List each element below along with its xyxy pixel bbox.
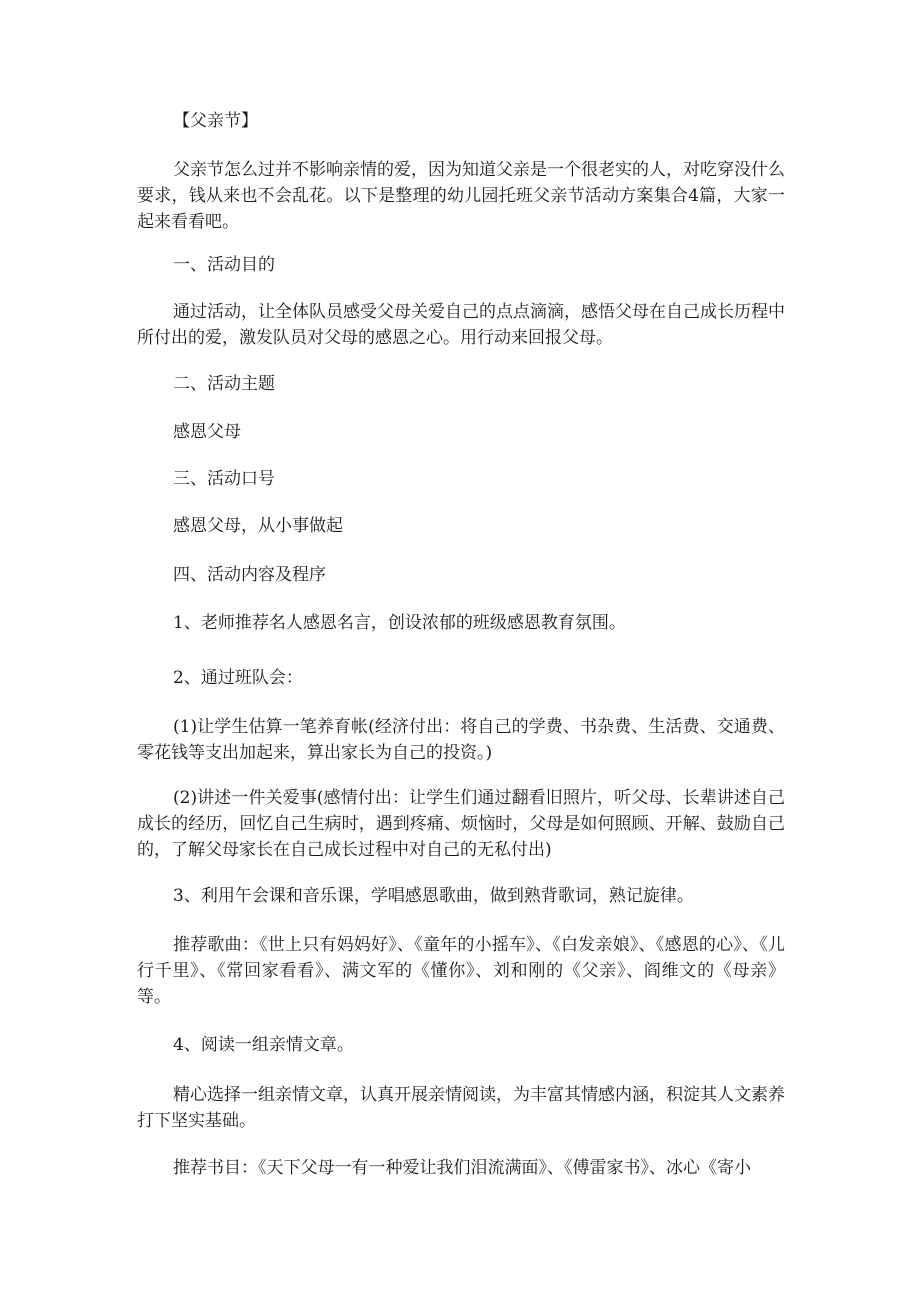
list-item: 4、阅读一组亲情文章。: [173, 1035, 354, 1055]
list-subitem: (1)让学生估算一笔养育帐(经济付出：将自己的学费、书杂费、生活费、交通费、零花钱等支出加起来，算出家长为自己的投资。): [137, 717, 785, 763]
reading-paragraph: 精心选择一组亲情文章，认真开展亲情阅读，为丰富其情感内涵，积淀其人文素养打下坚实基础。: [137, 1085, 785, 1131]
section-heading-purpose: 一、活动目的: [173, 255, 275, 275]
list-subitem: (2)讲述一件关爱事(感情付出：让学生们通过翻看旧照片，听父母、长辈讲述自己成长的经历，回忆自己生病时，遇到疼痛、烦恼时，父母是如何照顾、开解、鼓励自己的，了解父母家长在自己成长过程中对自己的无私付出): [137, 788, 785, 860]
songs-paragraph: 推荐歌曲：《世上只有妈妈好》、《童年的小摇车》、《白发亲娘》、《感恩的心》、《儿行千里》、《常回家看看》、满文军的《懂你》、刘和刚的《父亲》、阎维文的《母亲》等。: [137, 935, 785, 1007]
section-heading-theme: 二、活动主题: [173, 374, 275, 394]
section-heading-slogan: 三、活动口号: [173, 469, 275, 489]
list-item: 3、利用午会课和音乐课，学唱感恩歌曲，做到熟背歌词，熟记旋律。: [173, 886, 694, 906]
section-body-slogan: 感恩父母，从小事做起: [173, 516, 343, 536]
list-item: 2、通过班队会：: [173, 668, 303, 688]
list-item: 1、老师推荐名人感恩名言，创设浓郁的班级感恩教育氛围。: [173, 613, 626, 633]
section-heading-content: 四、活动内容及程序: [173, 565, 326, 585]
document-title: 【父亲节】: [173, 111, 258, 131]
books-paragraph: 推荐书目：《天下父母一有一种爱让我们泪流满面》、《傅雷家书》、冰心《寄小: [173, 1158, 751, 1178]
section-body-theme: 感恩父母: [173, 422, 241, 442]
section-body-purpose: 通过活动，让全体队员感受父母关爱自己的点点滴滴，感悟父母在自己成长历程中所付出的爱，激发队员对父母的感恩之心。用行动来回报父母。: [137, 302, 785, 348]
intro-paragraph: 父亲节怎么过并不影响亲情的爱，因为知道父亲是一个很老实的人，对吃穿没什么要求，钱从来也不会乱花。以下是整理的幼儿园托班父亲节活动方案集合4篇，大家一起来看看吧。: [137, 160, 785, 232]
